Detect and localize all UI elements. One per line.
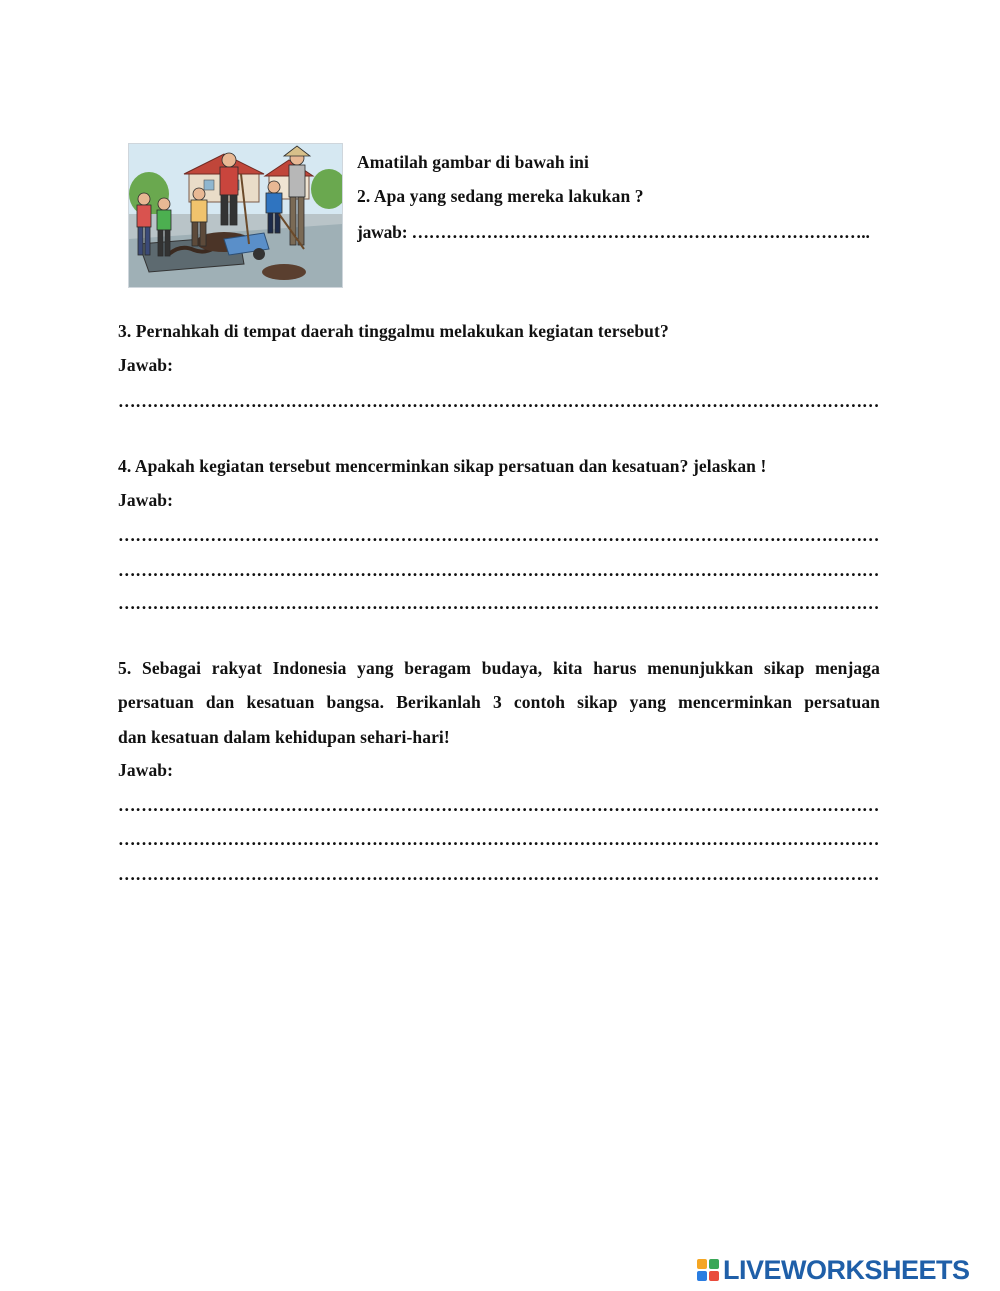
question-2: 2. Apa yang sedang mereka lakukan ? bbox=[357, 186, 644, 206]
logo-block-e bbox=[709, 1271, 719, 1281]
liveworksheets-logo[interactable] bbox=[697, 1255, 970, 1285]
question-4: 4. Apakah kegiatan tersebut mencerminkan sikap persatuan dan kesatuan? jelaskan ! bbox=[118, 456, 767, 476]
logo-blocks-icon bbox=[697, 1259, 719, 1281]
jawab-label-3: Jawab: bbox=[118, 355, 174, 375]
answer-5-line-2[interactable]: …………………………………………………………………………………………………………………… bbox=[118, 829, 880, 849]
question-3: 3. Pernahkah di tempat daerah tinggalmu melakukan kegiatan tersebut? bbox=[118, 321, 669, 341]
answer-3-line-1[interactable]: …………………………………………………………………………………………………………………… bbox=[118, 391, 880, 411]
jawab-label-4: Jawab: bbox=[118, 490, 174, 510]
logo-text: LIVEWORKSHEETS bbox=[723, 1254, 970, 1285]
logo-block-i bbox=[709, 1259, 719, 1269]
answer-5-line-3[interactable]: …………………………………………………………………………………………………………………… bbox=[118, 864, 880, 884]
gotong-royong-illustration bbox=[128, 143, 343, 288]
answer-4-line-3[interactable]: …………………………………………………………………………………………………………………… bbox=[118, 593, 880, 613]
answer-2-line[interactable]: jawab: …………………………………………………………………….. bbox=[357, 222, 870, 242]
answer-4-line-1[interactable]: …………………………………………………………………………………………………………………… bbox=[118, 525, 880, 545]
jawab-label-5: Jawab: bbox=[118, 760, 174, 780]
question-5-line-3: dan kesatuan dalam kehidupan sehari-hari! bbox=[118, 727, 450, 747]
question-5-line-2: persatuan dan kesatuan bangsa. Berikanlah 3 contoh sikap yang mencerminkan persatuan bbox=[118, 692, 880, 712]
logo-block-l bbox=[697, 1259, 707, 1269]
answer-5-line-1[interactable]: …………………………………………………………………………………………………………………… bbox=[118, 795, 880, 815]
answer-4-line-2[interactable]: …………………………………………………………………………………………………………………… bbox=[118, 560, 880, 580]
question-5-line-1: 5. Sebagai rakyat Indonesia yang beragam budaya, kita harus menunjukkan sikap menjaga bbox=[118, 658, 880, 678]
logo-block-v bbox=[697, 1271, 707, 1281]
instruction-text: Amatilah gambar di bawah ini bbox=[357, 152, 589, 172]
